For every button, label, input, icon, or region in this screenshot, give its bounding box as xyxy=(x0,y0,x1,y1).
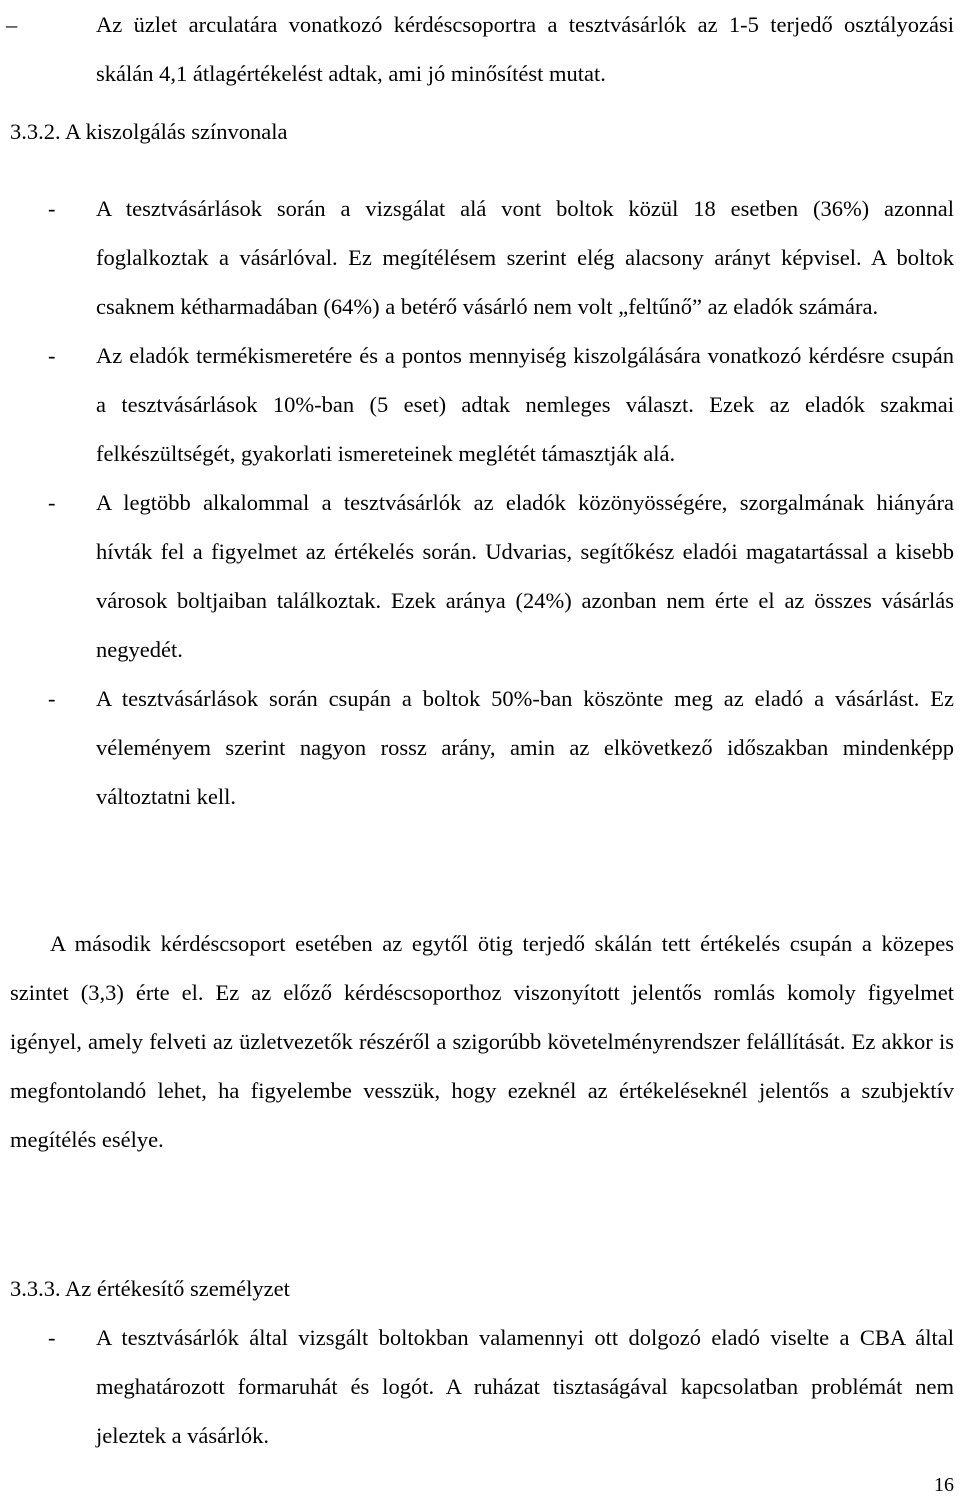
dash-marker: - xyxy=(48,490,56,515)
dash-marker: - xyxy=(48,1325,56,1350)
dash-marker: - xyxy=(48,196,56,221)
list-item-text: Az eladók termékismeretére és a pontos mennyiség kiszolgálására vonatkozó kérdésre csupán a tesztvásárlások 10%-ban (5 eset) adtak nemleges választ. Ezek az eladók szakmai felkészültségét, gyakorlati ismereteinek meglétét támasztják alá. xyxy=(96,343,954,466)
list-item xyxy=(48,674,954,821)
list-item xyxy=(48,184,954,331)
section-heading: 3.3.3. Az értékesítő személyzet xyxy=(10,1276,290,1301)
dash-marker: - xyxy=(48,686,56,711)
list-item xyxy=(6,0,954,98)
section-322-paragraph xyxy=(10,919,954,1164)
section-322-list xyxy=(48,184,954,821)
list-item-text: A tesztvásárlások során a vizsgálat alá vont boltok közül 18 esetben (36%) azonnal foglalkoztak a vásárlóval. Ez megítélésem szerint elég alacsony arányt képvisel. A boltok csaknem kétharmadában (64%) a betérő vásárló nem volt „feltűnő” az eladók számára. xyxy=(96,196,954,319)
dash-marker: - xyxy=(48,343,56,368)
page-number: 16 xyxy=(934,1474,954,1496)
list-item-text: A tesztvásárlások során csupán a boltok 50%-ban köszönte meg az eladó a vásárlást. Ez véleményem szerint nagyon rossz arány, amin az elkövetkező időszakban mindenképp változtatni kell. xyxy=(96,686,954,809)
section-heading: 3.3.2. A kiszolgálás színvonala xyxy=(10,119,288,144)
dash-marker: – xyxy=(6,12,18,37)
list-item-text: Az üzlet arculatára vonatkozó kérdéscsoportra a tesztvásárlók az 1-5 terjedő osztályozási skálán 4,1 átlagértékelést adtak, ami jó minősítést mutat. xyxy=(96,12,954,86)
section-333 xyxy=(10,1264,960,1313)
list-item-text: A tesztvásárlók által vizsgált boltokban valamennyi ott dolgozó eladó viselte a CBA által meghatározott formaruhát és logót. A ruházat tisztaságával kapcsolatban problémát nem jeleztek a vásárlók. xyxy=(96,1325,954,1448)
list-item xyxy=(48,331,954,478)
list-item-text: A legtöbb alkalommal a tesztvásárlók az eladók közönyösségére, szorgalmának hiányára hívták fel a figyelmet az értékelés során. Udvarias, segítőkész eladói magatartással a kisebb városok boltjaiban találkoztak. Ezek aránya (24%) azonban nem érte el az összes vásárlás negyedét. xyxy=(96,490,954,662)
intro-list-item xyxy=(6,0,954,98)
list-item xyxy=(48,478,954,674)
section-333-list xyxy=(48,1313,954,1460)
body-paragraph: A második kérdéscsoport esetében az egytől ötig terjedő skálán tett értékelés csupán a közepes szintet (3,3) érte el. Ez az előző kérdéscsoporthoz viszonyított jelentős romlás komoly figyelmet igényel, amely felveti az üzletvezetők részéről a szigorúbb követelményrendszer felállítását. Ez akkor is megfontolandó lehet, ha figyelembe vesszük, hogy ezeknél az értékeléseknél jelentős a szubjektív megítélés esélye. xyxy=(10,931,954,1152)
list-item xyxy=(48,1313,954,1460)
section-322 xyxy=(10,107,960,156)
